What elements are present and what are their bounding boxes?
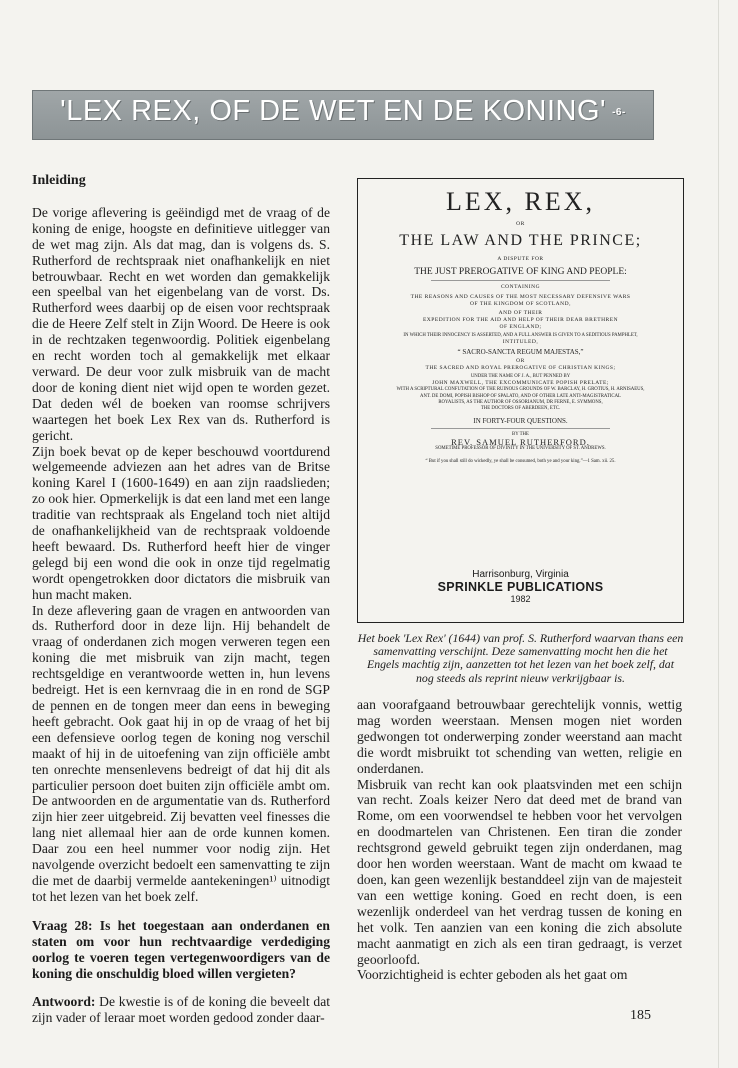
question-heading: Vraag 28: Is het toegestaan aan onderdanen en staten om voor hun rechtvaardige verdediging oorlog te voeren tegen vertegenwoordigers van de koning die onschuldig bloed willen vergieten?	[32, 917, 330, 981]
book-intituled: INTITULED,	[502, 339, 539, 346]
book-or-1: OR	[516, 221, 525, 227]
book-innocency: IN WHICH THEIR INNOCENCY IS ASSERTED, AND A FULL ANSWER IS GIVEN TO A SEDITIOUS PAMPHLET,	[403, 333, 638, 338]
book-confutation-1: WITH A SCRIPTURAL CONFUTATION OF THE RUINOUS GROUNDS OF W. BARCLAY, H. GROTIUS, H. ARNISAEUS,	[396, 387, 645, 393]
title-page-text	[372, 185, 669, 465]
paragraph: In deze aflevering gaan de vragen en antwoorden van ds. Rutherford door in deze lijn. Hij behandelt de vraag of onderdanen zich mogen verweren tegen een koning die met misbruik van zijn macht, tegen rechtsgeldige en verantwoorde wetten in, hun levens bedreigt. Het is een kernvraag die in en rond de SGP de pennen en de tongen meer dan eens in beweging heeft gebracht. Ook gaat hij in op de vraag of het bij een defensieve oorlog tegen de koning nog verschil maakt of hij in de uitoefening van zijn officiële ambt ten onrechte mensenlevens bedreigt of dat hij dit als particulier persoon doet buiten zijn officiële ambt om. De antwoorden en de argumentatie van ds. Rutherford zijn hier zeer uitgebreid. Zij bevatten veel finesses die lang niet allemaal hier aan de orde kunnen komen. Daar zou een heel nummer voor nodig zijn. Het navolgende overzicht bedoelt een samenvatting te zijn die met de daarbij vermelde aantekeningen¹⁾ uitnodigt tot het lezen van het boek zelf.	[32, 602, 330, 904]
paragraph: Misbruik van recht kan ook plaatsvinden met een schijn van recht. Zoals keizer Nero dat deed met de brand van Rome, om een voorwendsel te hebben voor het vervolgen en doodmartelen van Christenen. Een tiran die zonder rechtsgrond geweld gebruikt tegen zijn onderdanen, mag door hen worden weerstaan. Want de macht om kwaad te doen, kan geen wezenlijk bestanddeel zijn van de majesteit van een wettige koning. Goed en recht doen, is een wezenlijk onderdeel van het verdrag tussen de koning en het volk. Ten aanzien van een koning die zich absolute macht aanmatigt en zich als een tiran gedraagt, is verzet geoorloofd.	[357, 776, 682, 967]
answer-label: Antwoord:	[32, 994, 96, 1010]
title-banner	[32, 90, 654, 140]
publisher-city: Harrisonburg, Virginia	[472, 569, 569, 580]
paragraph: aan voorafgaand betrouwbaar gerechtelijk vonnis, wettig mag worden weerstaan. Mensen mogen niet worden gedwongen tot onderwerping zonder weerstand aan macht die wordt misbruikt tot schending van wetten, religie en onderdanen.	[357, 697, 682, 776]
article-title-text: 'LEX REX, OF DE WET EN DE KONING'	[60, 95, 607, 127]
book-expedition-2: OF ENGLAND;	[499, 324, 542, 330]
book-questions: IN FORTY-FOUR QUESTIONS.	[473, 417, 568, 426]
book-reasons-1: THE REASONS AND CAUSES OF THE MOST NECESSARY DEFENSIVE WARS	[410, 294, 631, 300]
book-author: REV. SAMUEL RUTHERFORD.	[451, 437, 590, 448]
book-dispute: A DISPUTE FOR	[497, 256, 544, 262]
paragraph: Zijn boek bevat op de keper beschouwd voortdurend welgemeende adviezen aan het adres van de Britse koning Karel I (1600-1649) en aan zijn raadslieden; zo ook hier. Opmerkelijk is dat een land met een lange traditie van rechtspraak als Engeland toch niet altijd de onafhankelijkheid van de rechtspraak voldoende heeft bewaard. Ds. Rutherford heeft hier de vinger gelegd bij een wond die ook in onze tijd regelmatig wordt opengetrokken door dictators die misbruik van hun macht maken.	[32, 443, 330, 602]
book-title-page-image	[357, 178, 684, 623]
book-title-2: THE LAW AND THE PRINCE;	[399, 232, 642, 249]
book-confutation-4: THE DOCTORS OF ABERDEEN, ETC.	[480, 406, 561, 412]
book-title-1: LEX, REX,	[445, 187, 596, 216]
paragraph: Voorzichtigheid is echter geboden als het gaat om	[357, 967, 628, 983]
page-edge-line	[718, 0, 719, 1068]
publication-year: 1982	[510, 594, 531, 604]
book-reasons-2: OF THE KINGDOM OF SCOTLAND,	[470, 301, 571, 307]
book-containing: CONTAINING	[500, 284, 541, 290]
book-quote: “ But if you shall still do wickedly, ye shall be consumed, both ye and your king.”—1 Sam. xii. 25.	[425, 458, 616, 464]
article-title	[33, 95, 653, 128]
publisher-name: SPRINKLE PUBLICATIONS	[437, 580, 604, 594]
book-subtitle: THE JUST PREROGATIVE OF KING AND PEOPLE:	[414, 267, 627, 277]
book-or-2: OR	[516, 358, 525, 365]
answer-paragraph	[32, 994, 330, 1026]
book-maxwell: JOHN MAXWELL, THE EXCOMMUNICATE POPISH PRELATE;	[432, 380, 609, 387]
book-by: BY THE	[512, 432, 529, 438]
answer-text: De kwestie is of de koning die beveelt dat zijn vader of leraar moet worden gedood zonder daar-	[32, 994, 330, 1026]
left-column	[32, 173, 330, 1026]
book-expedition-1: EXPEDITION FOR THE AID AND HELP OF THEIR DEAR BRETHREN	[422, 317, 619, 323]
page-number: 185	[630, 1008, 651, 1023]
book-sacred: THE SACRED AND ROYAL PREROGATIVE OF CHRISTIAN KINGS;	[425, 365, 616, 372]
publisher-block	[358, 569, 683, 604]
part-number: -6-	[612, 106, 626, 118]
book-professor: SOMETIME PROFESSOR OF DIVINITY IN THE UNIVERSITY OF ST. ANDREWS.	[435, 446, 606, 452]
book-under: UNDER THE NAME OF J. A., BUT PENNED BY	[470, 374, 571, 380]
book-sacro: “ SACRO-SANCTA REGUM MAJESTAS,”	[457, 348, 584, 357]
right-column	[357, 697, 682, 983]
image-caption: Het boek 'Lex Rex' (1644) van prof. S. Rutherford waarvan thans een samenvatting verschijnt. Deze samenvatting mocht hen die het Engels machtig zijn, aanzetten tot het lezen van het boek zelf, dat nog steeds als reprint nieuw verkrijgbaar is.	[357, 631, 684, 685]
book-confutation-3: ROYALISTS, AS THE AUTHOR OF OSSORIANUM, DR FERNE, E. SYMMONS,	[438, 399, 603, 405]
paragraph: De vorige aflevering is geëindigd met de vraag of de koning de enige, hoogste en definitieve uitlegger van de wet mag zijn. Als dat mag, dan is volgens ds. S. Rutherford de rechtspraak niet onafhankelijk en niet betrouwbaar. Recht en wet worden dan gemakkelijk een speelbal van het eigenbelang van de vorst. Ds. Rutherford wees daarbij op de eisen voor rechtspraak die de Heere Zelf stelt in Zijn Woord. De Heere is ook in de rechtzaken tegenwoordig. Politiek eigenbelang en recht worden toch al gemakkelijk met elkaar verward. De deur voor zulk misbruik van de macht door de koning dient niet wijd open te worden gezet. Dat deden wél de boeken van roomse schrijvers waartegen het boek Lex Rex van ds. Rutherford is gericht.	[32, 204, 330, 443]
book-and-of: AND OF THEIR	[498, 310, 543, 316]
section-heading: Inleiding	[32, 173, 86, 188]
book-confutation-2: ANT. DE DOMI, POPISH BISHOP OF SPALATO, AND OF OTHER LATE ANTI-MAGISTRATICAL	[420, 393, 621, 399]
